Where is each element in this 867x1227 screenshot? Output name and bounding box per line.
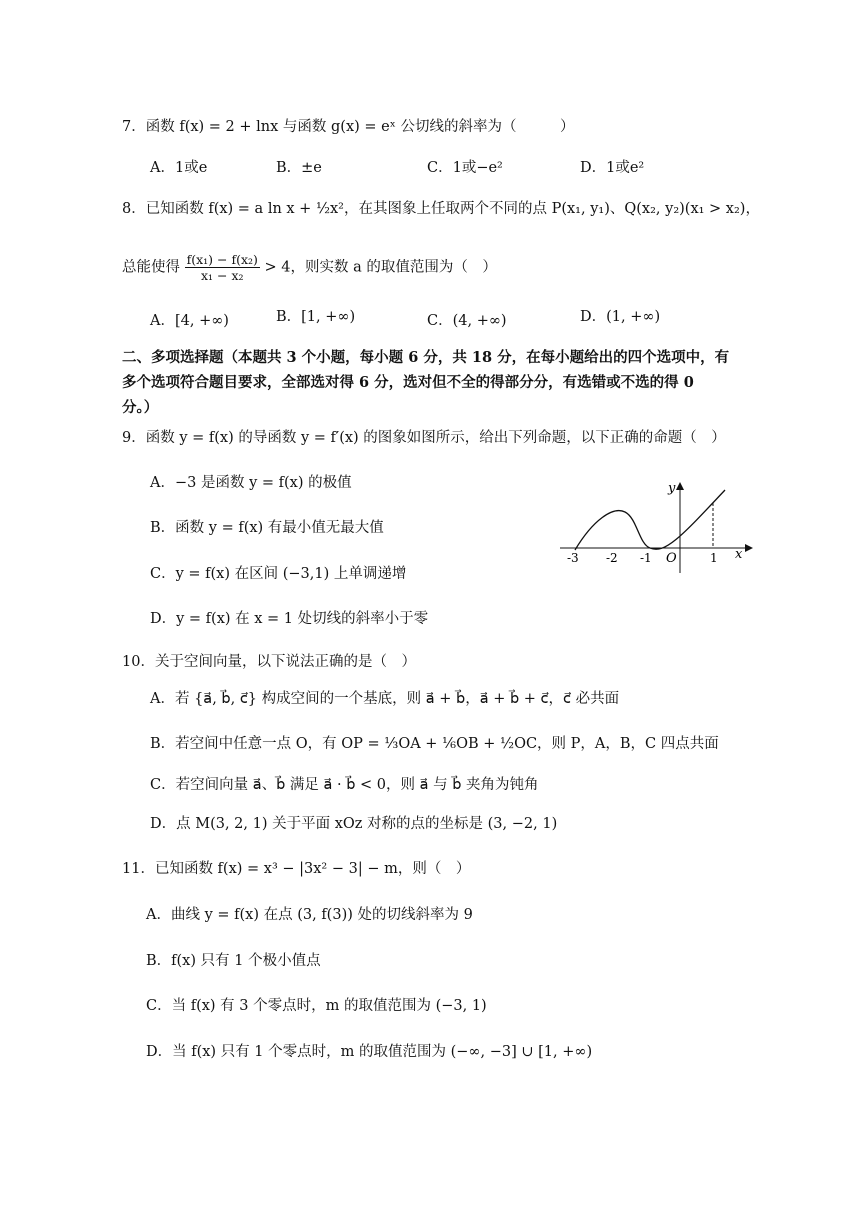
derivative-curve (575, 490, 725, 550)
q9-option-c: C．y = f(x) 在区间 (−3,1) 上单调递增 (150, 566, 407, 582)
q10-option-a: A．若 {a⃗, b⃗, c⃗} 构成空间的一个基底，则 a⃗ + b⃗，a⃗ + b⃗ + c⃗，c⃗ 必共面 (150, 691, 620, 707)
y-axis-label: y (668, 481, 676, 496)
x-axis-arrow (745, 544, 753, 552)
tick-label-neg1: -1 (640, 551, 652, 565)
tick-label-neg2: -2 (606, 551, 618, 565)
y-axis-arrow (676, 482, 684, 490)
q8-fraction-numerator: f(x₁) − f(x₂) (186, 252, 258, 267)
q8-option-c: C．(4, +∞) (427, 313, 507, 329)
q9-option-d: D．y = f(x) 在 x = 1 处切线的斜率小于零 (150, 611, 429, 627)
origin-label: O (666, 551, 677, 566)
q11-option-d: D．当 f(x) 只有 1 个零点时，m 的取值范围为 (−∞, −3] ∪ [1, +∞) (146, 1044, 593, 1060)
q7-option-c: C．1或−e² (427, 160, 503, 176)
q11-option-c: C．当 f(x) 有 3 个零点时，m 的取值范围为 (−3, 1) (146, 998, 487, 1014)
q8-stem-prefix: 总能使得 (122, 259, 180, 276)
q11-option-a: A．曲线 y = f(x) 在点 (3, f(3)) 处的切线斜率为 9 (146, 907, 473, 923)
q8-stem-line2 (122, 252, 497, 283)
x-axis-label: x (735, 547, 743, 562)
q10-option-b: B．若空间中任意一点 O，有 OP = ⅓OA + ⅙OB + ½OC，则 P，A，B，C 四点共面 (150, 736, 719, 752)
q8-option-d: D．(1, +∞) (580, 309, 661, 325)
tick-label-1: 1 (710, 551, 718, 565)
q7-option-b: B．±e (276, 160, 322, 176)
q9-option-b: B．函数 y = f(x) 有最小值无最大值 (150, 520, 384, 536)
q8-fraction-denominator: x₁ − x₂ (200, 268, 244, 283)
section2-heading-line1: 二、多项选择题（本题共 3 个小题，每小题 6 分，共 18 分，在每小题给出的四个选项中，有 (122, 349, 730, 366)
q10-option-c: C．若空间向量 a⃗、b⃗ 满足 a⃗ · b⃗ < 0，则 a⃗ 与 b⃗ 夹角为钝角 (150, 777, 539, 793)
q8-option-a: A．[4, +∞) (150, 313, 229, 329)
section2-heading-line3: 分。） (122, 399, 159, 416)
q9-option-a: A．−3 是函数 y = f(x) 的极值 (150, 475, 352, 491)
q7-stem: 7．函数 f(x) = 2 + lnx 与函数 g(x) = eˣ 公切线的斜率为（ ） (122, 119, 575, 135)
q8-stem-suffix: > 4，则实数 a 的取值范围为（ ） (264, 259, 497, 276)
q8-fraction (185, 252, 260, 283)
tick-label-neg3: -3 (567, 551, 579, 565)
q7-option-a: A．1或e (150, 160, 208, 176)
q9-derivative-graph (555, 478, 755, 578)
section2-heading-line2: 多个选项符合题目要求，全部选对得 6 分，选对但不全的得部分分，有选错或不选的得 0 (122, 374, 694, 391)
q10-stem: 10．关于空间向量，以下说法正确的是（ ） (122, 654, 416, 670)
q7-option-d: D．1或e² (580, 160, 645, 176)
q8-stem: 8．已知函数 f(x) = a ln x + ½x²，在其图象上任取两个不同的点 P(x₁, y₁)、Q(x₂, y₂)(x₁ > x₂)， (122, 201, 760, 217)
q10-option-d: D．点 M(3, 2, 1) 关于平面 xOz 对称的点的坐标是 (3, −2, 1) (150, 816, 558, 832)
q8-option-b: B．[1, +∞) (276, 309, 356, 325)
q9-stem: 9．函数 y = f(x) 的导函数 y = f′(x) 的图象如图所示，给出下列命题，以下正确的命题（ ） (122, 430, 726, 446)
q11-stem: 11．已知函数 f(x) = x³ − |3x² − 3| − m，则（ ） (122, 861, 471, 877)
q11-option-b: B．f(x) 只有 1 个极小值点 (146, 953, 321, 969)
